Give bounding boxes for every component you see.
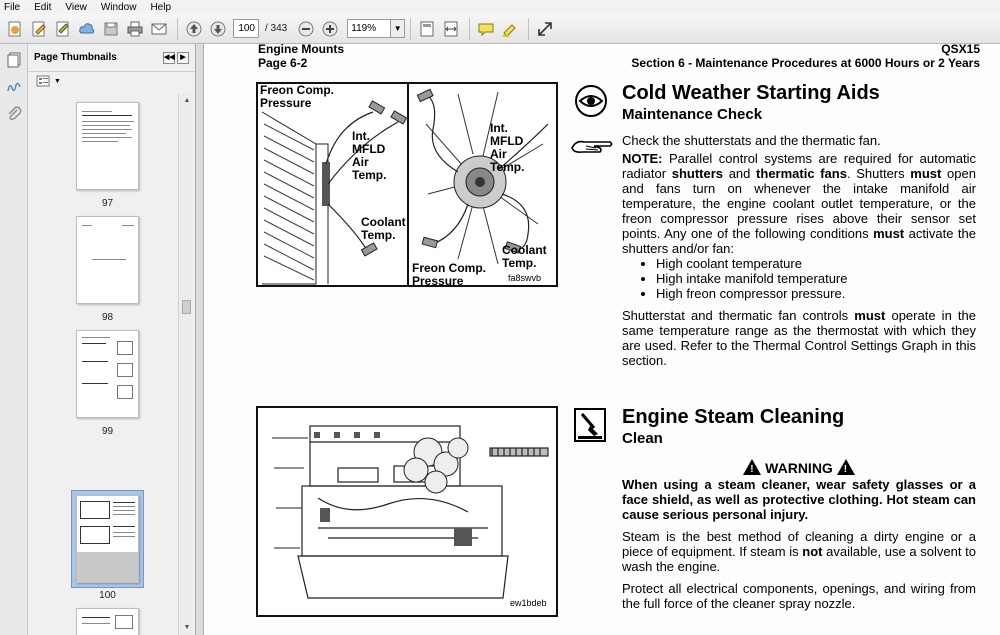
thumbnail-page-100[interactable] [76, 495, 139, 583]
warning-triangle-icon [743, 459, 761, 475]
zoom-in-button[interactable] [319, 18, 341, 40]
paragraph-text: Shutterstat and thermatic fan controls [622, 308, 849, 323]
section-cold-weather [622, 82, 976, 368]
panel-menu-button[interactable]: ▶ [177, 52, 189, 64]
note-text: . Shutters [846, 166, 905, 181]
toolbar-separator [177, 18, 178, 40]
options-icon [36, 75, 52, 87]
comment-button[interactable] [475, 18, 497, 40]
clean-brush-icon [574, 408, 606, 445]
paragraph-emphasis: must [854, 308, 886, 323]
label-freon-comp-pressure: Freon Comp. Pressure [412, 261, 486, 288]
previous-page-button[interactable] [183, 18, 205, 40]
minus-circle-icon [297, 20, 315, 38]
figure-engine [256, 406, 558, 617]
note-text: activate the shutters and/or fan: [622, 226, 976, 256]
section-subtitle: Maintenance Check [622, 106, 763, 123]
chevron-down-icon: ▼ [393, 24, 402, 33]
section-subtitle: Clean [622, 430, 663, 447]
signature-icon [5, 78, 23, 96]
expand-icon [536, 20, 554, 38]
arrow-down-icon [209, 20, 227, 38]
note-text: and [728, 166, 751, 181]
paragraph-text: Steam is the best method of cleaning a dirty engine or a piece of equipment. If steam is [622, 529, 976, 559]
warning-triangle-icon [837, 459, 855, 475]
condition-list [622, 256, 976, 301]
zoom-level-input[interactable]: 119% [347, 19, 391, 38]
save-icon [102, 20, 120, 38]
panel-splitter[interactable] [196, 44, 204, 635]
comment-icon [477, 20, 495, 38]
intro-text: Check the shutterstats and the thermatic fan. [622, 133, 881, 148]
note-emphasis: must [873, 226, 905, 241]
toolbar-separator [410, 18, 411, 40]
plus-circle-icon [321, 20, 339, 38]
scroll-up-icon[interactable]: ▲ [183, 97, 191, 104]
thumbnail-page-99[interactable] [76, 330, 139, 418]
menu-view[interactable]: View [65, 1, 87, 13]
print-button[interactable] [124, 18, 146, 40]
thumbnail-label: 100 [99, 590, 116, 601]
signatures-tab[interactable] [3, 76, 25, 98]
header-section-title: Section 6 - Maintenance Procedures at 6000 Hours or 2 Years [631, 56, 980, 70]
label-freon-comp-pressure: Freon Comp. Pressure [260, 83, 334, 110]
label-int-mfld-air-temp: Int. MFLD Air Temp. [352, 129, 387, 182]
warning-text: When using a steam cleaner, wear safety glasses or a face shield, as well as protective clothing. Hot steam can cause serious personal injury. [622, 477, 976, 522]
header-section-name: Engine Mounts [258, 44, 344, 56]
note-emphasis: thermatic fans [756, 166, 847, 181]
chevron-down-icon: ▼ [54, 77, 61, 85]
warning-label: WARNING [765, 460, 833, 476]
collapse-panel-button[interactable]: ◀◀ [163, 52, 175, 64]
highlight-button[interactable] [499, 18, 521, 40]
pointing-hand-icon [570, 136, 614, 159]
figure-code: fa8swvb [508, 273, 542, 283]
create-pdf-icon [6, 20, 24, 38]
figure-shutterstat-sensors [256, 82, 558, 287]
menu-help[interactable]: Help [150, 1, 172, 13]
list-item: • High intake manifold temperature [656, 271, 976, 286]
next-page-button[interactable] [207, 18, 229, 40]
thumbnail-label: 97 [101, 198, 114, 209]
page-thumbnails-tab[interactable] [3, 49, 25, 71]
highlighter-icon [501, 20, 519, 38]
toolbar-separator [528, 18, 529, 40]
thumbnails-title: Page Thumbnails [34, 52, 117, 63]
cloud-upload-icon [78, 20, 96, 38]
paragraph-text: available, use a solvent to wash the engine. [622, 544, 976, 574]
header-model: QSX15 [941, 44, 980, 56]
share-button[interactable] [76, 18, 98, 40]
steam-paragraph [622, 529, 976, 574]
paragraph-text: operate in the same temperature range as the thermostat with which they are used. Refer to the Thermal Control Settings Graph in this section. [622, 308, 977, 368]
arrow-up-icon [185, 20, 203, 38]
menu-edit[interactable]: Edit [34, 1, 52, 13]
list-item: • High coolant temperature [656, 256, 976, 271]
edit-doc-icon [30, 20, 48, 38]
scroll-down-icon[interactable]: ▼ [183, 624, 191, 631]
figure-code: ew1bdeb [510, 598, 547, 608]
protect-paragraph: Protect all electrical components, openings, and wiring from the full force of the cleaner spray nozzle. [622, 581, 976, 611]
engine-diagram [258, 408, 556, 615]
controls-paragraph [622, 308, 976, 368]
menu-bar [0, 0, 1000, 14]
zoom-out-button[interactable] [295, 18, 317, 40]
email-button[interactable] [148, 18, 170, 40]
pages-icon [5, 51, 23, 69]
expand-button[interactable] [534, 18, 556, 40]
thumbnail-page-97[interactable] [76, 102, 139, 190]
menu-window[interactable]: Window [100, 1, 137, 13]
fit-page-button[interactable] [416, 18, 438, 40]
sign-doc-icon [54, 20, 72, 38]
sign-button[interactable] [52, 18, 74, 40]
label-coolant-temp: Coolant Temp. [361, 215, 406, 242]
section-title: Cold Weather Starting Aids [622, 82, 880, 104]
note-text: open and fans turn on whenever the intake manifold air temperature, the engine coolant outlet temperature, or the freon compressor pressure rises above their sensor set points. Any one of the following conditions [622, 166, 976, 241]
inspect-eye-icon [574, 84, 608, 121]
thumbnail-page-101[interactable] [76, 608, 139, 635]
create-pdf-button[interactable] [4, 18, 26, 40]
header-page-number: Page 6-2 [258, 56, 308, 70]
envelope-icon [150, 20, 168, 38]
note-text: Parallel control systems are required for automatic radiator [622, 151, 976, 181]
thumbnail-label: 98 [101, 312, 114, 323]
thumbnails-header [28, 44, 195, 72]
document-view [204, 44, 1000, 635]
thumbnails-list [28, 94, 178, 635]
note-paragraph [622, 151, 976, 256]
thumbnails-scrollbar[interactable] [178, 94, 194, 635]
paragraph-emphasis: not [802, 544, 823, 559]
navigation-rail [0, 44, 28, 635]
paperclip-icon [5, 105, 23, 123]
save-button[interactable] [100, 18, 122, 40]
note-emphasis: must [910, 166, 942, 181]
label-coolant-temp: Coolant Temp. [502, 243, 547, 270]
scrollbar-thumb[interactable] [182, 300, 191, 314]
page-count: / 343 [265, 23, 288, 34]
fit-width-icon [442, 20, 460, 38]
thumbnails-panel [28, 44, 196, 635]
thumbnail-label: 99 [101, 426, 114, 437]
attachments-tab[interactable] [3, 103, 25, 125]
page-header-left [258, 44, 344, 70]
edit-button[interactable] [28, 18, 50, 40]
section-title: Engine Steam Cleaning [622, 406, 845, 428]
list-item: • High freon compressor pressure. [656, 286, 976, 301]
thumbnails-options[interactable] [28, 72, 195, 90]
print-icon [126, 20, 144, 38]
page-header-right [608, 44, 980, 70]
menu-file[interactable]: File [4, 1, 21, 13]
warning-heading [622, 459, 976, 476]
note-emphasis: shutters [671, 166, 724, 181]
fit-page-icon [418, 20, 436, 38]
page-number-input[interactable]: 100 [233, 19, 259, 38]
section-steam-cleaning [622, 406, 976, 611]
fit-width-button[interactable] [440, 18, 462, 40]
thumbnail-page-98[interactable] [76, 216, 139, 304]
label-int-mfld-air-temp: Int. MFLD Air Temp. [490, 121, 525, 174]
zoom-dropdown[interactable] [391, 19, 405, 38]
note-label: NOTE: [622, 151, 663, 166]
toolbar-separator [469, 18, 470, 40]
toolbar [0, 14, 1000, 44]
